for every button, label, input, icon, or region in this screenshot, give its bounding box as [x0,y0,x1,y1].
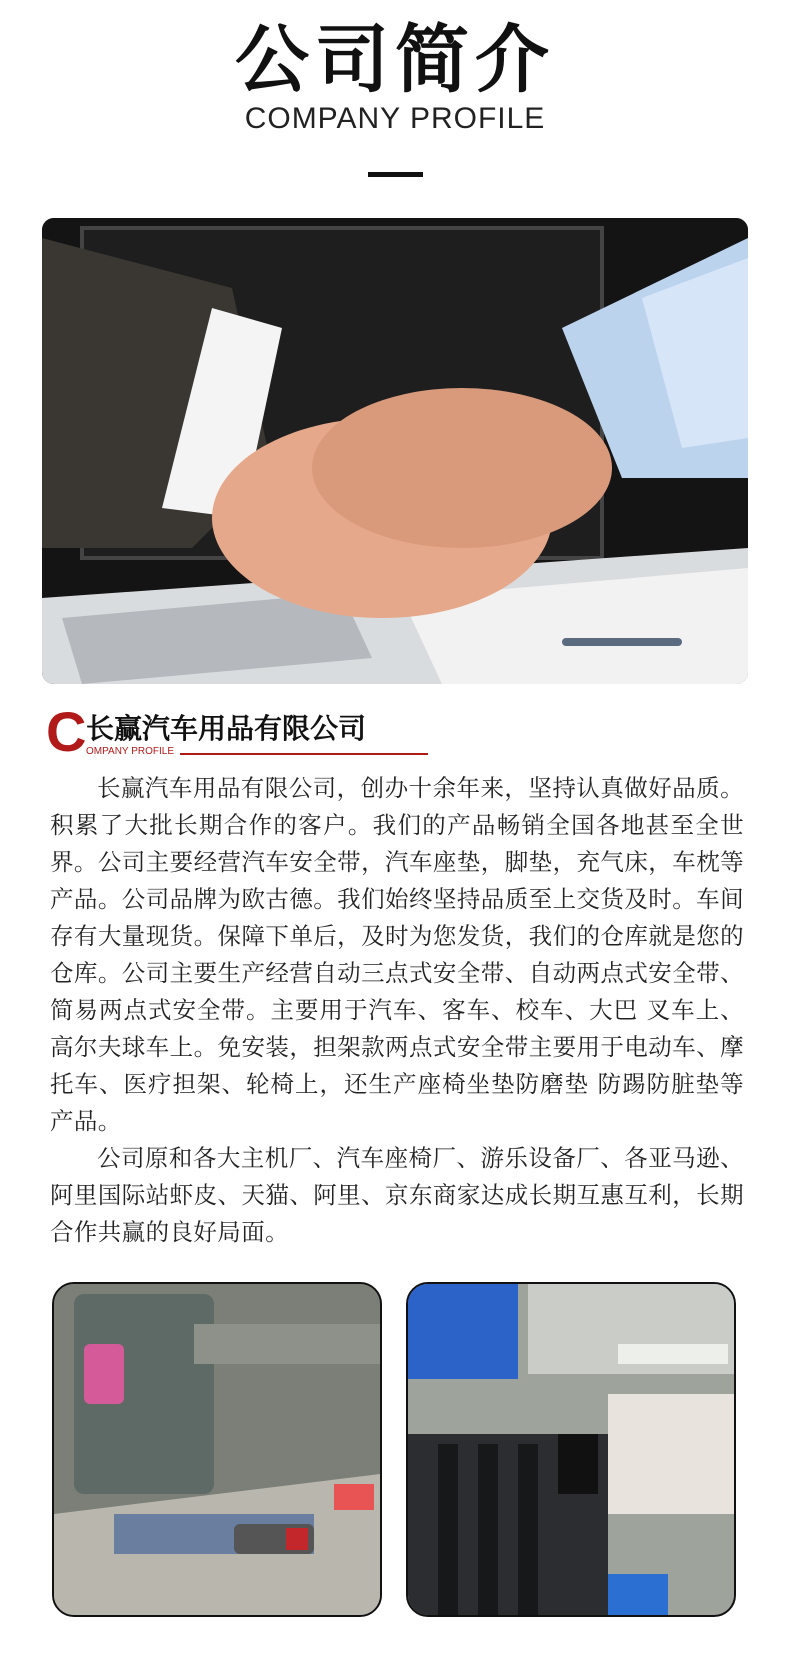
company-logo-letter: C [46,700,87,763]
warehouse-illustration [408,1284,734,1615]
page-title: 公司简介 [235,17,555,103]
company-name: 长赢汽车用品有限公司 [86,712,367,745]
handshake-illustration [42,218,748,684]
company-profile-caption: OMPANY PROFILE [86,746,174,757]
company-introduction [50,770,744,1251]
company-heading-underline [180,753,428,755]
sewing-machine-illustration [54,1284,380,1615]
handshake-photo [42,218,748,684]
title-divider [368,172,423,177]
warehouse-belts-photo [406,1282,736,1617]
intro-paragraph-1: 长赢汽车用品有限公司，创办十余年来，坚持认真做好品质。积累了大批长期合作的客户。我们的产品畅销全国各地甚至全世界。公司主要经营汽车安全带，汽车座垫，脚垫，充气床，车枕等产品。公司品牌为欧古德。我们始终坚持品质至上交货及时。车间存有大量现货。保障下单后，及时为您发货，我们的仓库就是您的仓库。公司主要生产经营自动三点式安全带、自动两点式安全带、简易两点式安全带。主要用于汽车、客车、校车、大巴 叉车上、高尔夫球车上。免安装，担架款两点式安全带主要用于电动车、摩托车、医疗担架、轮椅上，还生产座椅坐垫防磨垫 防踢防脏垫等产品。 [50,774,744,1135]
sewing-machine-photo [52,1282,382,1617]
company-heading [46,700,376,763]
page-subtitle: COMPANY PROFILE [244,102,546,135]
intro-paragraph-2: 公司原和各大主机厂、汽车座椅厂、游乐设备厂、各亚马逊、阿里国际站虾皮、天猫、阿里、京东商家达成长期互惠互利，长期合作共赢的良好局面。 [50,1144,744,1246]
